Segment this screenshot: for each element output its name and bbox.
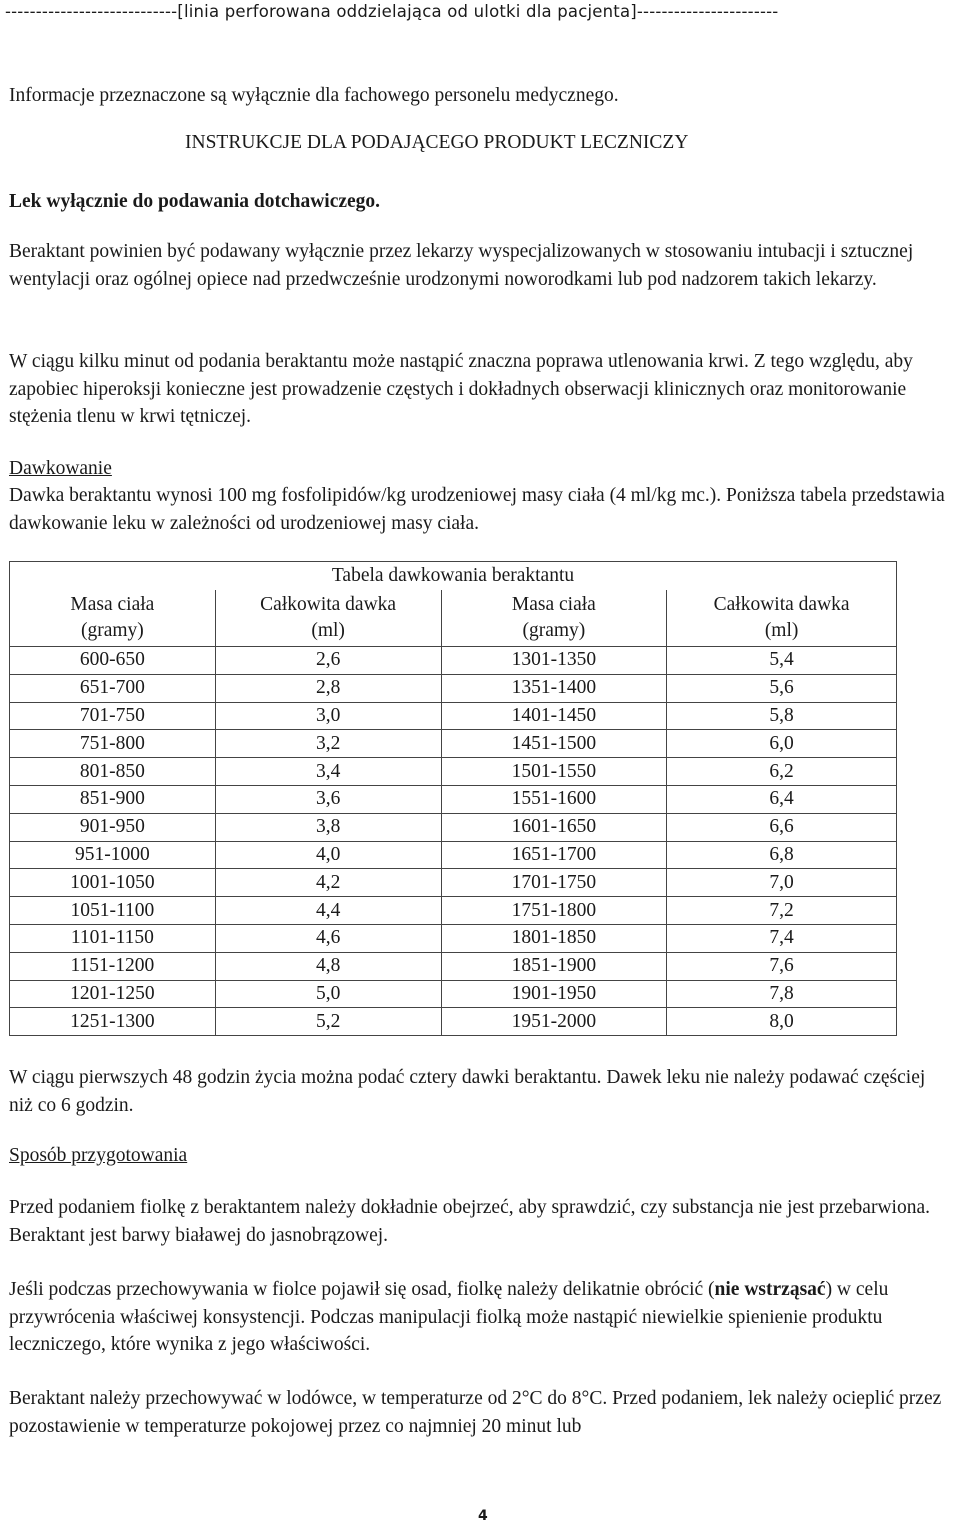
preparation-heading: Sposób przygotowania (9, 1145, 188, 1166)
table-cell: 4,6 (215, 924, 441, 952)
table-cell: 7,0 (667, 869, 897, 897)
paragraph-oxygenation: W ciągu kilku minut od podania beraktantu może nastąpić znaczna poprawa utlenowania krwi. Z tego względu, aby zapobiec hiperoksji konieczne jest prowadzenie częstych i dokładnych obserwacji klinicznych oraz monitorowanie stężenia tlenu w krwi tętniczej. (9, 351, 913, 427)
table-header-line: (gramy) (80, 620, 144, 641)
table-cell: 1601-1650 (441, 813, 667, 841)
table-header-line: Całkowita dawka (713, 594, 850, 615)
table-row (10, 952, 897, 980)
table-cell: 3,4 (215, 758, 441, 786)
table-cell: 6,0 (667, 730, 897, 758)
table-cell: 5,0 (215, 980, 441, 1008)
table-cell: 1251-1300 (10, 1008, 216, 1036)
table-header-line: (ml) (311, 620, 345, 641)
table-cell: 2,6 (215, 647, 441, 675)
route-note: Lek wyłącznie do podawania dotchawiczego. (9, 191, 381, 212)
table-cell: 600-650 (10, 647, 216, 675)
table-header-row (10, 590, 897, 647)
table-row (10, 924, 897, 952)
table-cell: 851-900 (10, 785, 216, 813)
table-cell: 4,0 (215, 841, 441, 869)
table-cell: 1951-2000 (441, 1008, 667, 1036)
table-header-cell (10, 590, 216, 647)
table-cell: 1351-1400 (441, 674, 667, 702)
table-cell: 5,6 (667, 674, 897, 702)
table-row (10, 841, 897, 869)
table-row (10, 674, 897, 702)
paragraph-sediment (9, 1276, 950, 1359)
table-header-line: Masa ciała (70, 594, 155, 615)
table-cell: 1051-1100 (10, 897, 216, 925)
table-cell: 1101-1150 (10, 924, 216, 952)
sediment-text-before: Jeśli podczas przechowywania w fiolce pojawił się osad, fiolkę należy delikatnie obrócić ( (9, 1279, 715, 1300)
table-header-line: (ml) (764, 620, 799, 641)
instructions-heading: INSTRUKCJE DLA PODAJĄCEGO PRODUKT LECZNICZY (185, 132, 689, 153)
table-cell: 901-950 (10, 813, 216, 841)
table-cell: 1901-1950 (441, 980, 667, 1008)
paragraph-dose-frequency: W ciągu pierwszych 48 godzin życia można podać cztery dawki beraktantu. Dawek leku nie należy podawać częściej niż co 6 godzin. (9, 1067, 926, 1116)
table-cell: 1801-1850 (441, 924, 667, 952)
table-row (10, 730, 897, 758)
table-header-line: Masa ciała (511, 594, 596, 615)
table-cell: 7,8 (667, 980, 897, 1008)
table-cell: 651-700 (10, 674, 216, 702)
table-cell: 6,2 (667, 758, 897, 786)
table-cell: 6,4 (667, 785, 897, 813)
table-row (10, 785, 897, 813)
table-cell: 5,4 (667, 647, 897, 675)
table-row (10, 897, 897, 925)
table-cell: 5,2 (215, 1008, 441, 1036)
dosing-text: Dawka beraktantu wynosi 100 mg fosfolipidów/kg urodzeniowej masy ciała (4 ml/kg mc.). Poniższa tabela przedstawia dawkowanie leku w zależności od urodzeniowej masy ciała. (9, 485, 945, 534)
do-not-shake-warning: nie wstrząsać (714, 1279, 826, 1300)
table-title: Tabela dawkowania beraktantu (10, 562, 897, 591)
sediment-text-after: ) w celu przywrócenia właściwej konsystencji. Podczas manipulacji fiolką może nastąpić niewielkie spienienie produktu leczniczego, które wynika z jego właściwości. (9, 1279, 889, 1355)
table-cell: 7,2 (667, 897, 897, 925)
table-cell: 1451-1500 (441, 730, 667, 758)
table-cell: 3,2 (215, 730, 441, 758)
table-cell: 951-1000 (10, 841, 216, 869)
table-row (10, 980, 897, 1008)
paragraph-storage: Beraktant należy przechowywać w lodówce, w temperaturze od 2°C do 8°C. Przed podaniem, lek należy ocieplić przez pozostawienie w temperaturze pokojowej przez co najmniej 20 minut lub (9, 1388, 942, 1437)
paragraph-qualified-physicians: Beraktant powinien być podawany wyłącznie przez lekarzy wyspecjalizowanych w stosowaniu intubacji i sztucznej wentylacji oraz ogólnej opiece nad przedwcześnie urodzonymi noworodkami lub pod nadzorem takich lekarzy. (9, 241, 914, 290)
table-header-cell (215, 590, 441, 647)
table-cell: 1551-1600 (441, 785, 667, 813)
intro-text: Informacje przeznaczone są wyłącznie dla fachowego personelu medycznego. (9, 85, 619, 106)
table-cell: 3,6 (215, 785, 441, 813)
table-row (10, 758, 897, 786)
table-cell: 1001-1050 (10, 869, 216, 897)
table-cell: 1501-1550 (441, 758, 667, 786)
page-number: 4 (478, 1508, 488, 1524)
table-row (10, 702, 897, 730)
paragraph-inspection: Przed podaniem fiolkę z beraktantem należy dokładnie obejrzeć, aby sprawdzić, czy substancja nie jest przebarwiona. Beraktant jest barwy białawej do jasnobrązowej. (9, 1197, 930, 1246)
table-cell: 3,8 (215, 813, 441, 841)
table-cell: 7,4 (667, 924, 897, 952)
table-cell: 1701-1750 (441, 869, 667, 897)
table-row (10, 813, 897, 841)
dosing-table (9, 561, 897, 1036)
table-cell: 1651-1700 (441, 841, 667, 869)
table-cell: 4,8 (215, 952, 441, 980)
table-row (10, 869, 897, 897)
perforation-separator: ----------------------------[linia perforowana oddzielająca od ulotki dla pacjenta]----------------------- (5, 2, 779, 21)
table-cell: 2,8 (215, 674, 441, 702)
table-cell: 1751-1800 (441, 897, 667, 925)
table-cell: 6,6 (667, 813, 897, 841)
table-cell: 3,0 (215, 702, 441, 730)
table-header-cell (667, 590, 897, 647)
table-cell: 801-850 (10, 758, 216, 786)
table-cell: 1851-1900 (441, 952, 667, 980)
dosing-heading: Dawkowanie (9, 458, 112, 479)
table-header-line: (gramy) (522, 620, 586, 641)
table-body (10, 647, 897, 1036)
table-header-cell (441, 590, 667, 647)
table-cell: 4,2 (215, 869, 441, 897)
table-cell: 6,8 (667, 841, 897, 869)
table-cell: 1401-1450 (441, 702, 667, 730)
table-cell: 5,8 (667, 702, 897, 730)
table-row (10, 647, 897, 675)
table-cell: 751-800 (10, 730, 216, 758)
table-row (10, 1008, 897, 1036)
table-cell: 1201-1250 (10, 980, 216, 1008)
table-cell: 1151-1200 (10, 952, 216, 980)
table-cell: 4,4 (215, 897, 441, 925)
table-cell: 8,0 (667, 1008, 897, 1036)
table-cell: 1301-1350 (441, 647, 667, 675)
table-header-line: Całkowita dawka (260, 594, 397, 615)
table-cell: 701-750 (10, 702, 216, 730)
table-cell: 7,6 (667, 952, 897, 980)
